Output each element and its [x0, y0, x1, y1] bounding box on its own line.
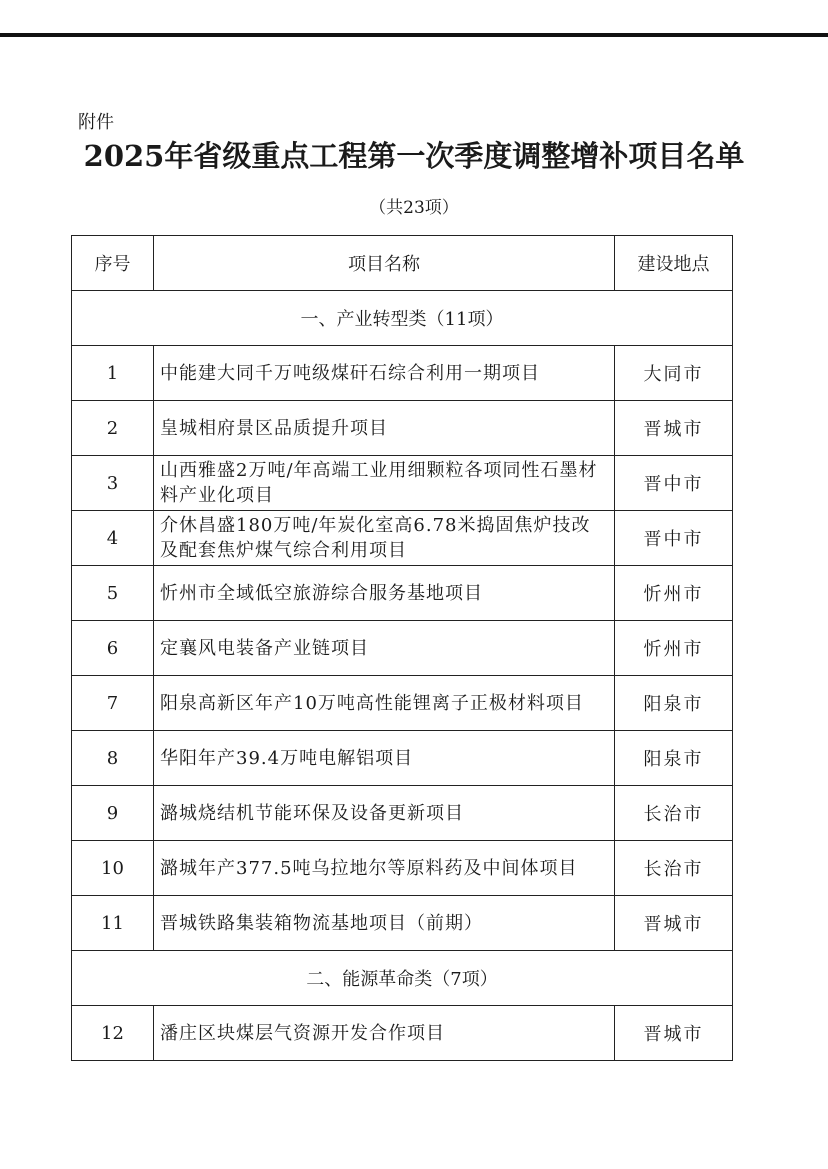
row-no: 7	[72, 676, 154, 731]
row-name: 潘庄区块煤层气资源开发合作项目	[154, 1006, 615, 1061]
row-location: 忻州市	[615, 621, 733, 676]
table-row	[72, 401, 733, 456]
row-location: 长治市	[615, 841, 733, 896]
row-no: 11	[72, 896, 154, 951]
row-location: 大同市	[615, 346, 733, 401]
row-no: 3	[72, 456, 154, 511]
table-row	[72, 676, 733, 731]
row-no: 4	[72, 511, 154, 566]
row-location: 晋城市	[615, 1006, 733, 1061]
row-name: 中能建大同千万吨级煤矸石综合利用一期项目	[154, 346, 615, 401]
row-location: 晋中市	[615, 511, 733, 566]
header-no: 序号	[72, 236, 154, 291]
row-name: 定襄风电装备产业链项目	[154, 621, 615, 676]
document-title: 2025年省级重点工程第一次季度调整增补项目名单	[83, 139, 745, 173]
attachment-label: 附件	[78, 112, 114, 133]
row-location: 阳泉市	[615, 676, 733, 731]
row-no: 5	[72, 566, 154, 621]
row-name: 皇城相府景区品质提升项目	[154, 401, 615, 456]
table-row	[72, 1006, 733, 1061]
row-name: 介休昌盛180万吨/年炭化室高6.78米捣固焦炉技改及配套焦炉煤气综合利用项目	[154, 511, 615, 566]
row-no: 1	[72, 346, 154, 401]
section-row	[72, 291, 733, 346]
row-location: 阳泉市	[615, 731, 733, 786]
table-row	[72, 731, 733, 786]
row-no: 9	[72, 786, 154, 841]
row-no: 6	[72, 621, 154, 676]
row-no: 10	[72, 841, 154, 896]
row-name: 潞城年产377.5吨乌拉地尔等原料药及中间体项目	[154, 841, 615, 896]
row-no: 12	[72, 1006, 154, 1061]
section-title: 一、产业转型类（11项）	[72, 291, 733, 346]
row-no: 2	[72, 401, 154, 456]
header-name: 项目名称	[154, 236, 615, 291]
table-row	[72, 896, 733, 951]
table-row	[72, 841, 733, 896]
row-name: 阳泉高新区年产10万吨高性能锂离子正极材料项目	[154, 676, 615, 731]
section-row	[72, 951, 733, 1006]
row-location: 晋城市	[615, 896, 733, 951]
row-name: 潞城烧结机节能环保及设备更新项目	[154, 786, 615, 841]
table-row	[72, 621, 733, 676]
document-subtitle: （共23项）	[369, 198, 459, 218]
section-title: 二、能源革命类（7项）	[72, 951, 733, 1006]
row-name: 山西雅盛2万吨/年高端工业用细颗粒各项同性石墨材料产业化项目	[154, 456, 615, 511]
row-name: 晋城铁路集装箱物流基地项目（前期）	[154, 896, 615, 951]
row-location: 忻州市	[615, 566, 733, 621]
table-row	[72, 511, 733, 566]
row-location: 晋城市	[615, 401, 733, 456]
row-name: 忻州市全域低空旅游综合服务基地项目	[154, 566, 615, 621]
row-no: 8	[72, 731, 154, 786]
row-location: 长治市	[615, 786, 733, 841]
table-row	[72, 346, 733, 401]
table-row	[72, 456, 733, 511]
row-location: 晋中市	[615, 456, 733, 511]
row-name: 华阳年产39.4万吨电解铝项目	[154, 731, 615, 786]
project-table	[71, 235, 733, 1061]
table-header-row	[72, 236, 733, 291]
top-rule	[0, 33, 828, 37]
table-row	[72, 786, 733, 841]
header-location: 建设地点	[615, 236, 733, 291]
table-row	[72, 566, 733, 621]
